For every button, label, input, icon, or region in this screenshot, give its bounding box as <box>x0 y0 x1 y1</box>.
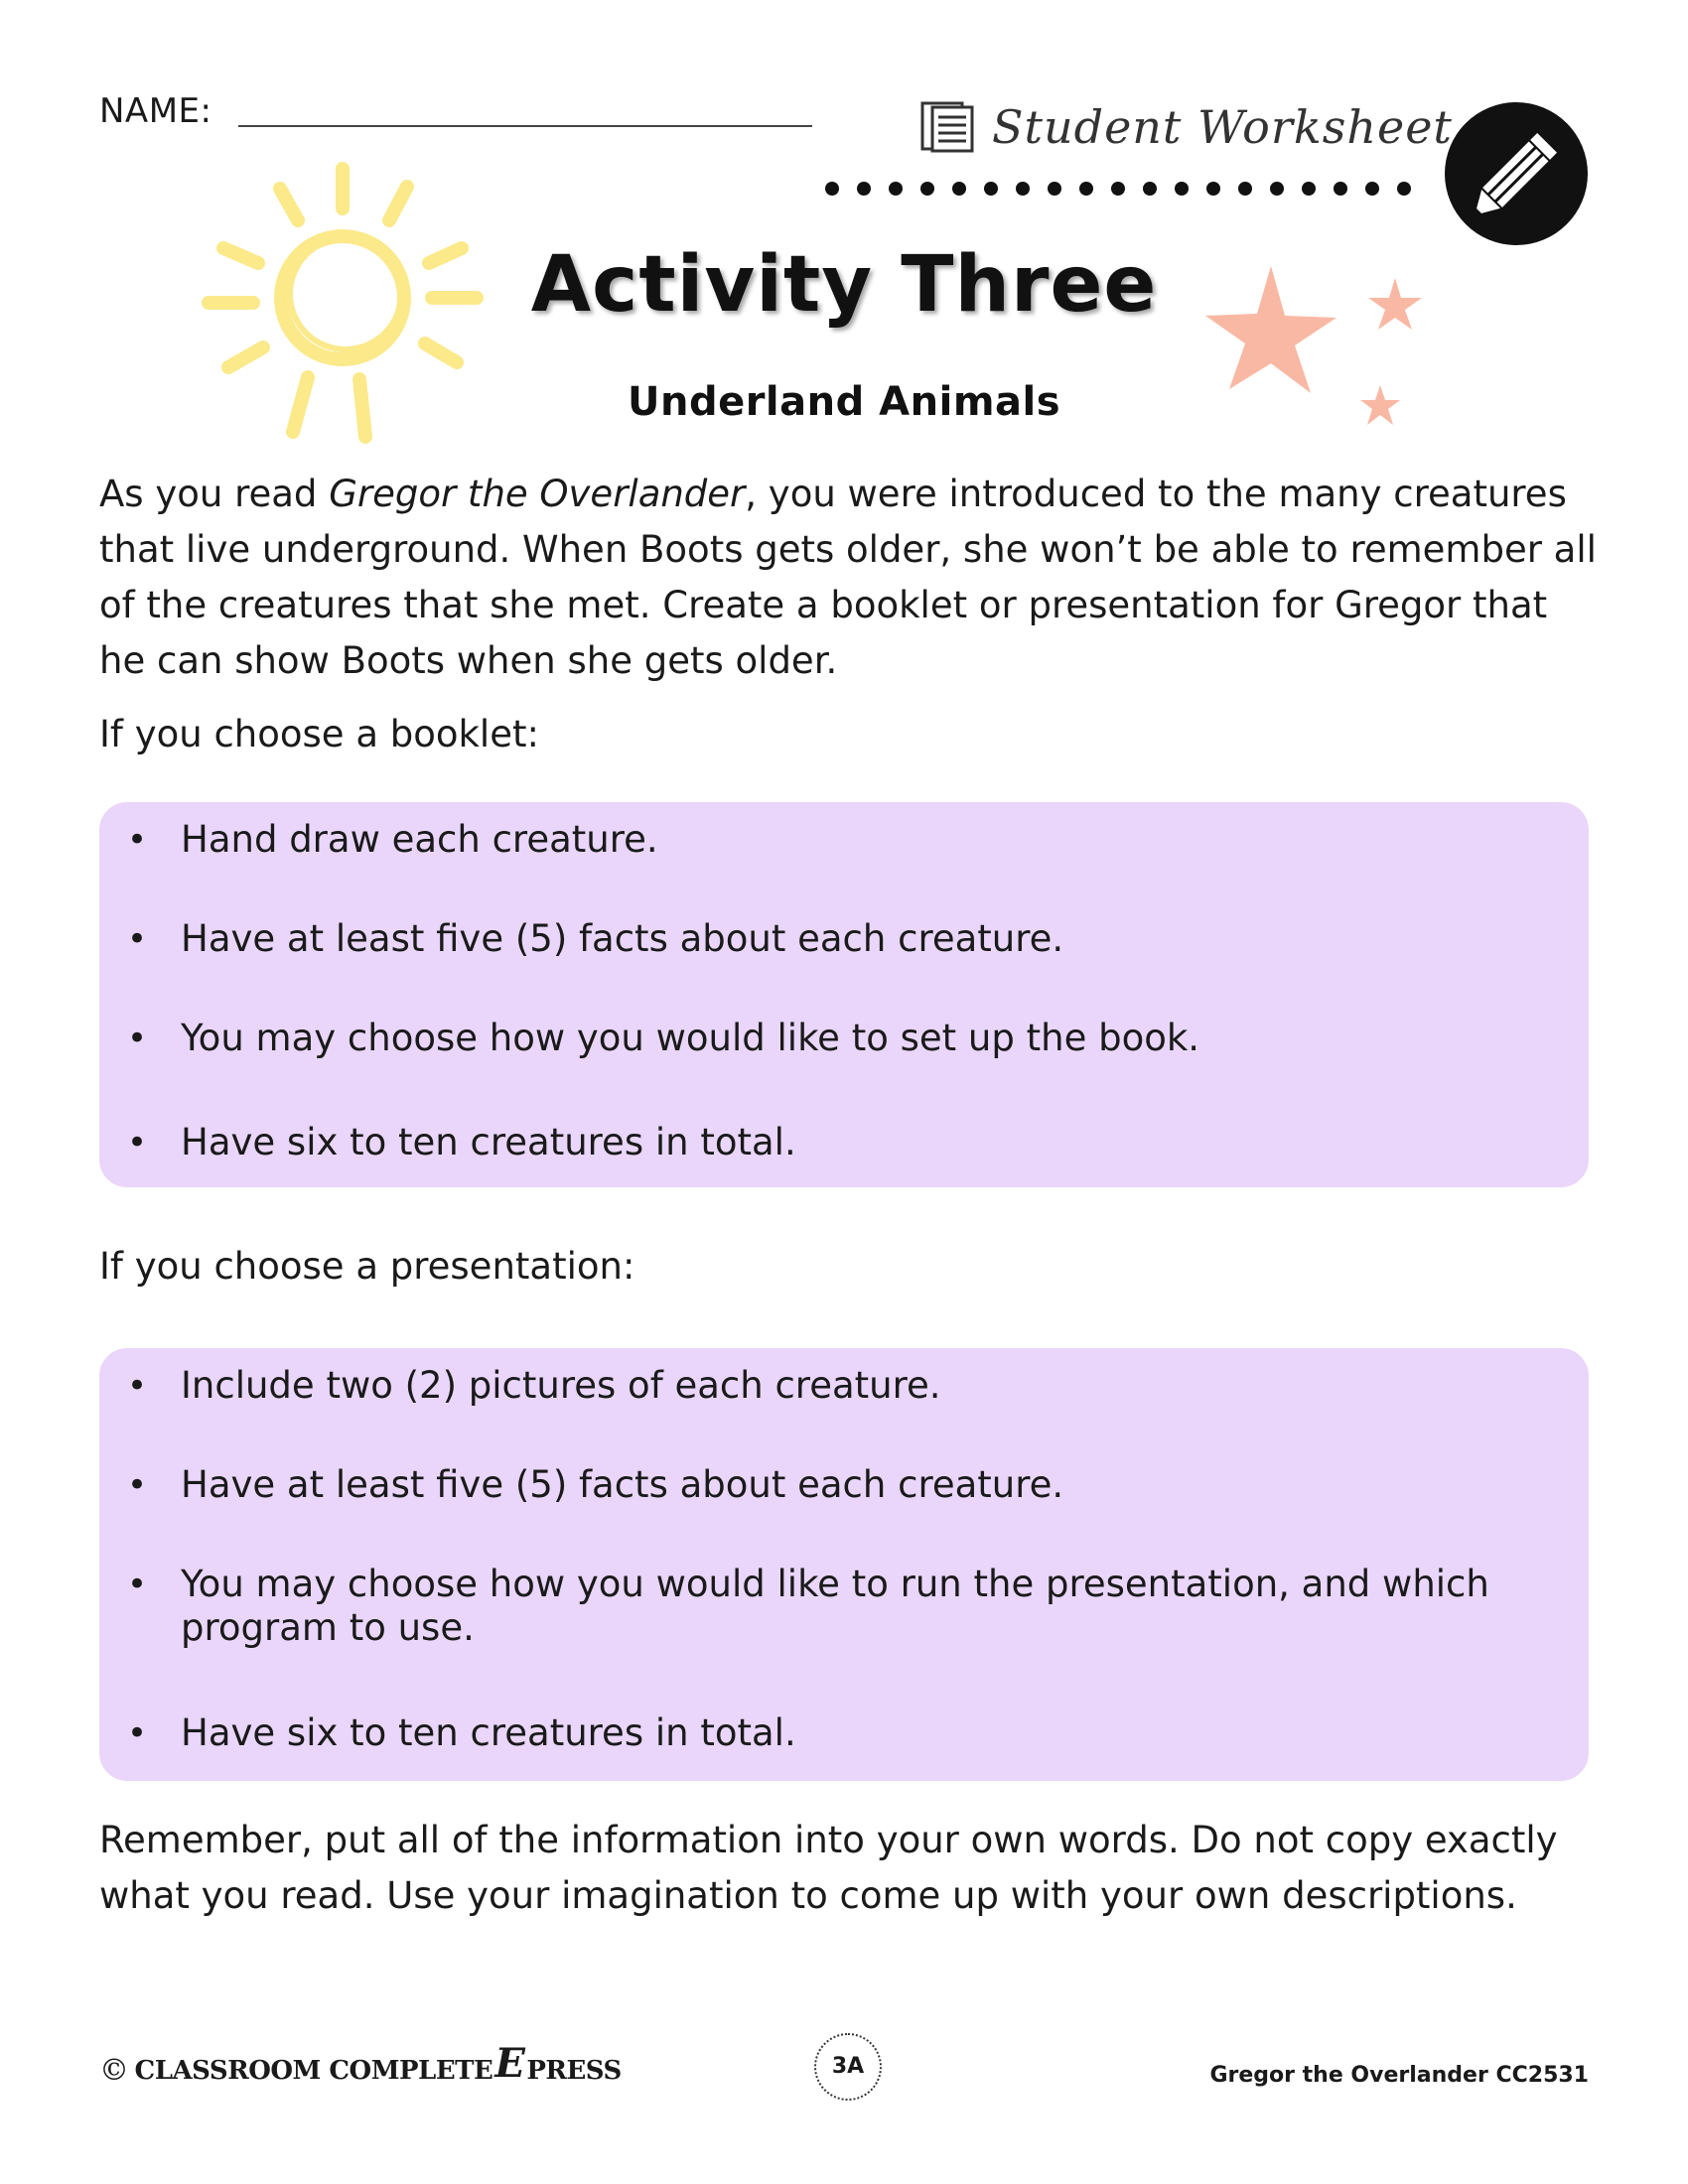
worksheet-title: Student Worksheet <box>992 100 1453 154</box>
name-input-line[interactable] <box>238 125 812 127</box>
book-code: Gregor the Overlander CC2531 <box>1209 2063 1589 2088</box>
publisher-logo <box>99 2040 622 2088</box>
activity-title: Activity Three <box>530 240 1158 330</box>
list-item-text: Have at least five (5) facts about each creature. <box>181 1463 1064 1506</box>
list-item-text: Have at least five (5) facts about each creature. <box>181 917 1064 960</box>
worksheet-header <box>918 99 1453 155</box>
list-item-text: Have six to ten creatures in total. <box>181 1711 796 1754</box>
bullet-icon: • <box>127 1713 148 1753</box>
list-item-text: Have six to ten creatures in total. <box>181 1121 796 1163</box>
intro-text-rest: , you were introduced to the many creatures that live underground. When Boots gets older, she won’t be able to remember all of the creatures that she met. Create a booklet or presentation for Gregor that he can show Boots when she gets older. <box>99 473 1597 682</box>
intro-text-start: As you read <box>99 473 330 515</box>
list-item-text: Include two (2) pictures of each creature. <box>181 1364 941 1407</box>
publisher-logo-letter: E <box>494 2040 525 2087</box>
bullet-icon: • <box>127 919 148 959</box>
document-stack-icon <box>918 99 978 155</box>
booklet-requirements-box <box>99 802 1589 1187</box>
publisher-name-part1: CLASSROOM COMPLETE <box>134 2055 493 2086</box>
dotted-divider <box>824 177 1432 201</box>
bullet-icon: • <box>127 1123 148 1162</box>
bullet-icon: • <box>127 1465 148 1505</box>
closing-paragraph: Remember, put all of the information into your own words. Do not copy exactly what you read. Use your imagination to come up with your own descriptions. <box>99 1819 1558 1917</box>
publisher-name-part2: PRESS <box>526 2055 622 2086</box>
booklet-label: If you choose a booklet: <box>99 713 539 755</box>
intro-paragraph <box>99 467 1599 689</box>
bullet-icon: • <box>127 1565 148 1604</box>
list-item-text: Hand draw each creature. <box>181 818 658 861</box>
copyright-symbol: © <box>99 2053 129 2088</box>
presentation-requirements-box <box>99 1348 1589 1781</box>
activity-subtitle: Underland Animals <box>627 379 1061 425</box>
book-title: Gregor the Overlander <box>329 473 746 515</box>
presentation-label: If you choose a presentation: <box>99 1245 635 1288</box>
bullet-icon: • <box>127 820 148 860</box>
page-number-badge: 3A <box>814 2033 882 2101</box>
name-label: NAME: <box>99 91 212 131</box>
list-item-text: You may choose how you would like to set up the book. <box>181 1017 1200 1059</box>
bullet-icon: • <box>127 1019 148 1058</box>
bullet-icon: • <box>127 1366 148 1406</box>
list-item-text: You may choose how you would like to run the presentation, and which program to use. <box>181 1563 1489 1649</box>
pencil-icon <box>1442 99 1591 248</box>
